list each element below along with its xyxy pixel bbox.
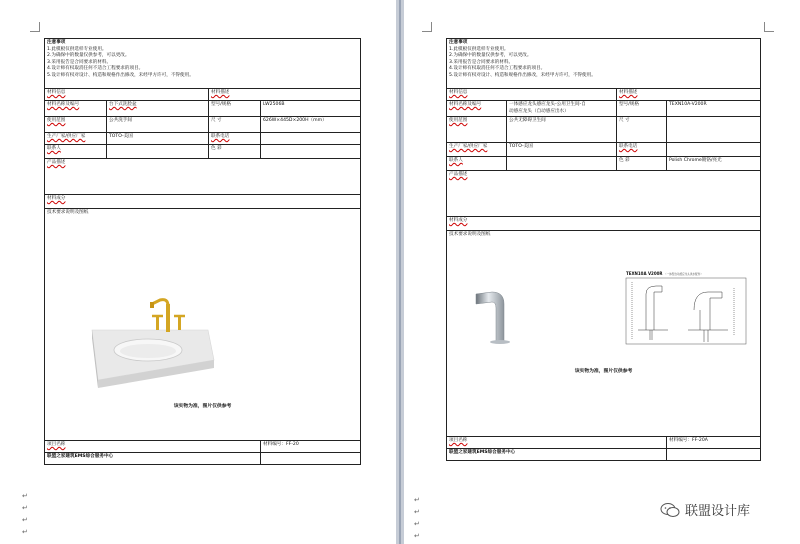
project-label: 项目名称 [449, 438, 468, 443]
color-label: 色 彩 [619, 158, 630, 163]
drawing-subtitle: （一体型自动感应龙头供水配件） [664, 273, 703, 276]
note-line: 3.采用报告是合同要求的材料。 [449, 59, 514, 65]
usage-label: 使用范围 [449, 118, 468, 123]
maker-label: 生产厂家/供应厂家 [47, 134, 86, 139]
basin-image [86, 290, 216, 390]
usage-value: 公共无障碍卫生间 [509, 118, 546, 123]
tech-label: 技术要求说明及图纸 [449, 232, 491, 237]
page-2: 注意事项 1.此模板仅供选样专业使用。 2.为确保中的数量仅供参考，可以更改。 3.采用报告是合同要求的材料。 4.设计师有权取消任何不适合工程要求的项目。 5.设计师有权对设计、构造和规格作出修改，未经甲方许可，不得使用。 材料信息 材料描述 材料名称及编号 一体感应龙头感应龙头-公用卫生间-自 动感应龙头（自动感应出水） 型号/规格 TEXN10A-V200R 使用范围 公共无障碍卫生间 尺 寸 生产厂家/供应厂家 TOTO-美国 联系电话 联系人 色 彩 Polish Chrome镀铬/亮光 产品描述 材料成分 技术要求说明及图纸 该实物为准，图片仅供参考 项目名称 材料编号：FF-20A 联盟之家建筑EMS综合服务中心 TEXN10A V200R （一体型自动感应龙头供水配件） ↵ ↵ ↵ ↵ [404, 0, 792, 544]
material-code: 材料编号：FF-20 [263, 442, 299, 447]
maker-value: TOTO-美国 [509, 144, 533, 149]
contact-label: 联系电话 [211, 134, 230, 139]
company-name: 联盟之家建筑EMS综合服务中心 [47, 454, 114, 459]
usage-label: 使用范围 [47, 118, 66, 123]
crop-mark [422, 22, 432, 32]
model-label: 型号/规格 [211, 102, 231, 107]
notes-title: 注意事项 [449, 40, 468, 45]
crop-mark [30, 22, 40, 32]
model-label: 型号/规格 [619, 102, 639, 107]
note-line: 2.为确保中的数量仅供参考，可以更改。 [449, 53, 532, 58]
model-value: LW2506B [263, 102, 285, 107]
drawing-lines [632, 282, 734, 342]
item-name-value-line2: 动感应龙头（自动感应出水） [509, 108, 569, 114]
project-label: 项目名称 [47, 442, 66, 447]
note-line: 3.采用报告是合同要求的材料。 [47, 59, 112, 65]
material-form-1 [44, 38, 361, 465]
section-header-right: 材料描述 [211, 90, 230, 95]
watermark [660, 500, 750, 519]
usage-value: 公共洗手间 [109, 118, 132, 123]
section-header: 材料信息 [47, 90, 66, 95]
contact-label: 联系电话 [619, 144, 638, 149]
crop-mark [764, 22, 774, 32]
note-line: 5.设计师有权对设计、构造和规格作出修改，未经甲方许可，不得使用。 [449, 72, 596, 78]
note-line: 2.为确保中的数量仅供参考，可以更改。 [47, 53, 130, 58]
color-value: Polish Chrome镀铬/亮光 [669, 158, 722, 163]
notes-cell [45, 39, 361, 89]
note-line: 1.此模板仅供选样专业使用。 [47, 46, 107, 52]
note-line: 4.设计师有权取消任何不适合工程要求的项目。 [47, 66, 144, 71]
section-header-right: 材料描述 [619, 90, 638, 95]
finish-label: 材料成分 [47, 196, 66, 201]
drawing-title: TEXN10A V200R [626, 271, 663, 276]
person-label: 联系人 [47, 146, 61, 151]
wechat-icon [660, 502, 680, 518]
model-value: TEXN10A-V200R [669, 102, 707, 107]
basin-bowl-inner [120, 344, 176, 358]
page-1: 注意事项 1.此模板仅供选样专业使用。 2.为确保中的数量仅供参考，可以更改。 3.采用报告是合同要求的材料。 4.设计师有权取消任何不适合工程要求的项目。 5.设计师有权对设计、构造和规格作出修改，未经甲方许可，不得使用。 材料信息 材料描述 材料名称及编号 台下式洗脸盆 型号/规格 LW2506B 使用范围 公共洗手间 尺 寸 626W×445D×200H（mm） 生产厂家/供应厂家 TOTO-美国 联系电话 联系人 色 彩 产品描述 材料成分 技术要求说明及图纸 该实物为准，图片仅供参考 项目名称 材料编号：FF-20 联盟之家建筑EMS综合服务中心 ↵ ↵ ↵ ↵ [8, 0, 396, 544]
note-line: 4.设计师有权取消任何不适合工程要求的项目。 [449, 66, 546, 71]
item-name-label: 材料名称及编号 [47, 102, 80, 107]
item-name-value: 一体感应龙头感应龙头-公用卫生间-自 [509, 102, 586, 107]
company-name: 联盟之家建筑EMS综合服务中心 [449, 450, 516, 455]
watermark-text: 联盟设计库 [685, 504, 751, 519]
size-label: 尺 寸 [619, 118, 630, 123]
notes-title: 注意事项 [47, 40, 66, 45]
image-caption: 该实物为准，图片仅供参考 [173, 404, 232, 409]
note-line: 1.此模板仅供选样专业使用。 [449, 46, 509, 52]
tech-label: 技术要求说明及图纸 [47, 210, 89, 215]
image-caption: 该实物为准，图片仅供参考 [574, 369, 633, 374]
maker-value: TOTO-美国 [109, 134, 133, 139]
maker-label: 生产厂家/供应厂家 [449, 144, 488, 149]
item-name-value: 台下式洗脸盆 [109, 102, 137, 107]
gold-faucet [150, 300, 185, 332]
item-name-label: 材料名称及编号 [449, 102, 482, 107]
note-line: 5.设计师有权对设计、构造和规格作出修改，未经甲方许可，不得使用。 [47, 72, 194, 78]
material-form-2 [446, 38, 761, 461]
size-value: 626W×445D×200H（mm） [263, 118, 327, 123]
section-header: 材料信息 [449, 90, 468, 95]
sensor-faucet-image [470, 284, 540, 344]
notes-cell [447, 39, 761, 89]
product-desc-label: 产品描述 [449, 172, 468, 177]
page-divider [396, 0, 404, 544]
product-desc-label: 产品描述 [47, 160, 66, 165]
finish-label: 材料成分 [449, 218, 468, 223]
color-label: 色 彩 [211, 146, 222, 151]
material-code: 材料编号：FF-20A [669, 438, 708, 443]
technical-drawing [624, 270, 752, 348]
size-label: 尺 寸 [211, 118, 222, 123]
person-label: 联系人 [449, 158, 463, 163]
